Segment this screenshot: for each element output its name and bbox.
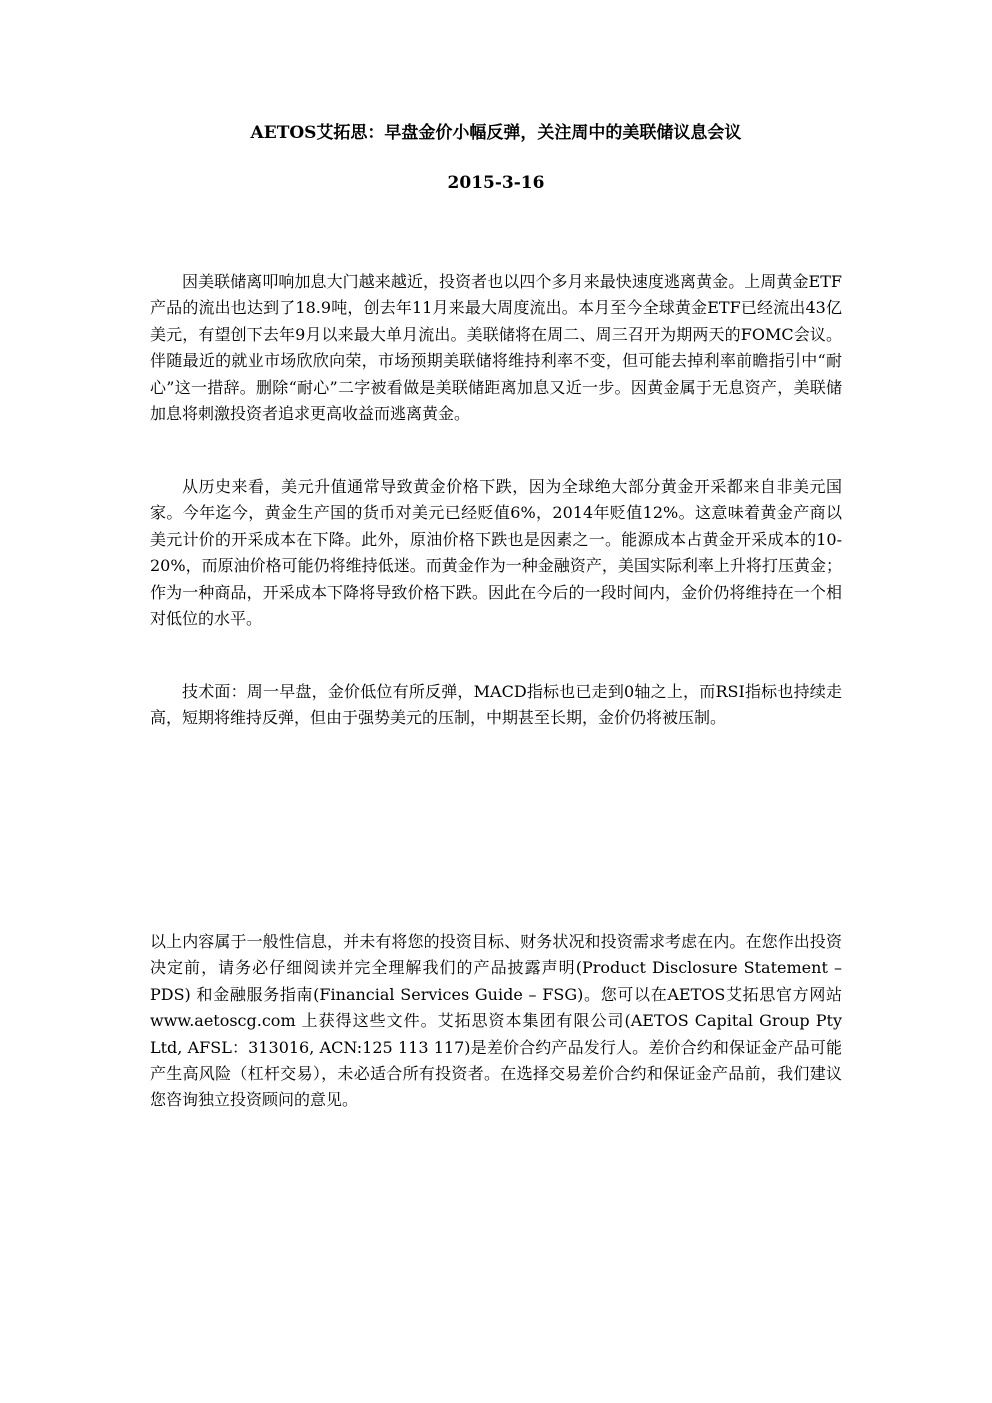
body-paragraph: 因美联储离叩响加息大门越来越近，投资者也以四个多月来最快速度逃离黄金。上周黄金ETF产品的流出也达到了18.9吨，创去年11月来最大周度流出。本月至今全球黄金ETF已经流出43亿美元，有望创下去年9月以来最大单月流出。美联储将在周二、周三召开为期两天的FOMC会议。伴随最近的就业市场欣欣向荣，市场预期美联储将维持利率不变，但可能去掉利率前瞻指引中“耐心”这一措辞。删除“耐心”二字被看做是美联储距离加息又近一步。因黄金属于无息资产，美联储加息将刺激投资者追求更高收益而逃离黄金。 (150, 272, 842, 424)
disclaimer-text: 以上内容属于一般性信息，并未有将您的投资目标、财务状况和投资需求考虑在内。在您作出投资决定前，请务必仔细阅读并完全理解我们的产品披露声明(Product Disclosure Statement – PDS) 和金融服务指南(Financial Services Guide – FSG)。您可以在AETOS艾拓思官方网站www.aetoscg.com 上获得这些文件。艾拓思资本集团有限公司(AETOS Capital Group Pty Ltd, AFSL：313016, ACN:125 113 117)是差价合约产品发行人。差价合约和保证金产品可能产生高风险（杠杆交易），未必适合所有投资者。在选择交易差价合约和保证金产品前，我们建议您咨询独立投资顾问的意见。 (150, 932, 842, 1110)
publish-date: 2015-3-16 (447, 173, 545, 193)
body-paragraph: 从历史来看，美元升值通常导致黄金价格下跌，因为全球绝大部分黄金开采都来自非美元国家。今年迄今，黄金生产国的货币对美元已经贬值6%，2014年贬值12%。这意味着黄金产商以美元计价的开采成本在下降。此外，原油价格下跌也是因素之一。能源成本占黄金开采成本的10-20%，而原油价格可能仍将维持低迷。而黄金作为一种金融资产，美国实际利率上升将打压黄金；作为一种商品，开采成本下降将导致价格下跌。因此在今后的一段时间内，金价仍将维持在一个相对低位的水平。 (150, 477, 842, 629)
page-title: AETOS艾拓思：早盘金价小幅反弹，关注周中的美联储议息会议 (250, 123, 742, 143)
body-paragraph: 技术面：周一早盘，金价低位有所反弹，MACD指标也已走到0轴之上，而RSI指标也持续走高，短期将维持反弹，但由于强势美元的压制，中期甚至长期，金价仍将被压制。 (150, 682, 842, 728)
